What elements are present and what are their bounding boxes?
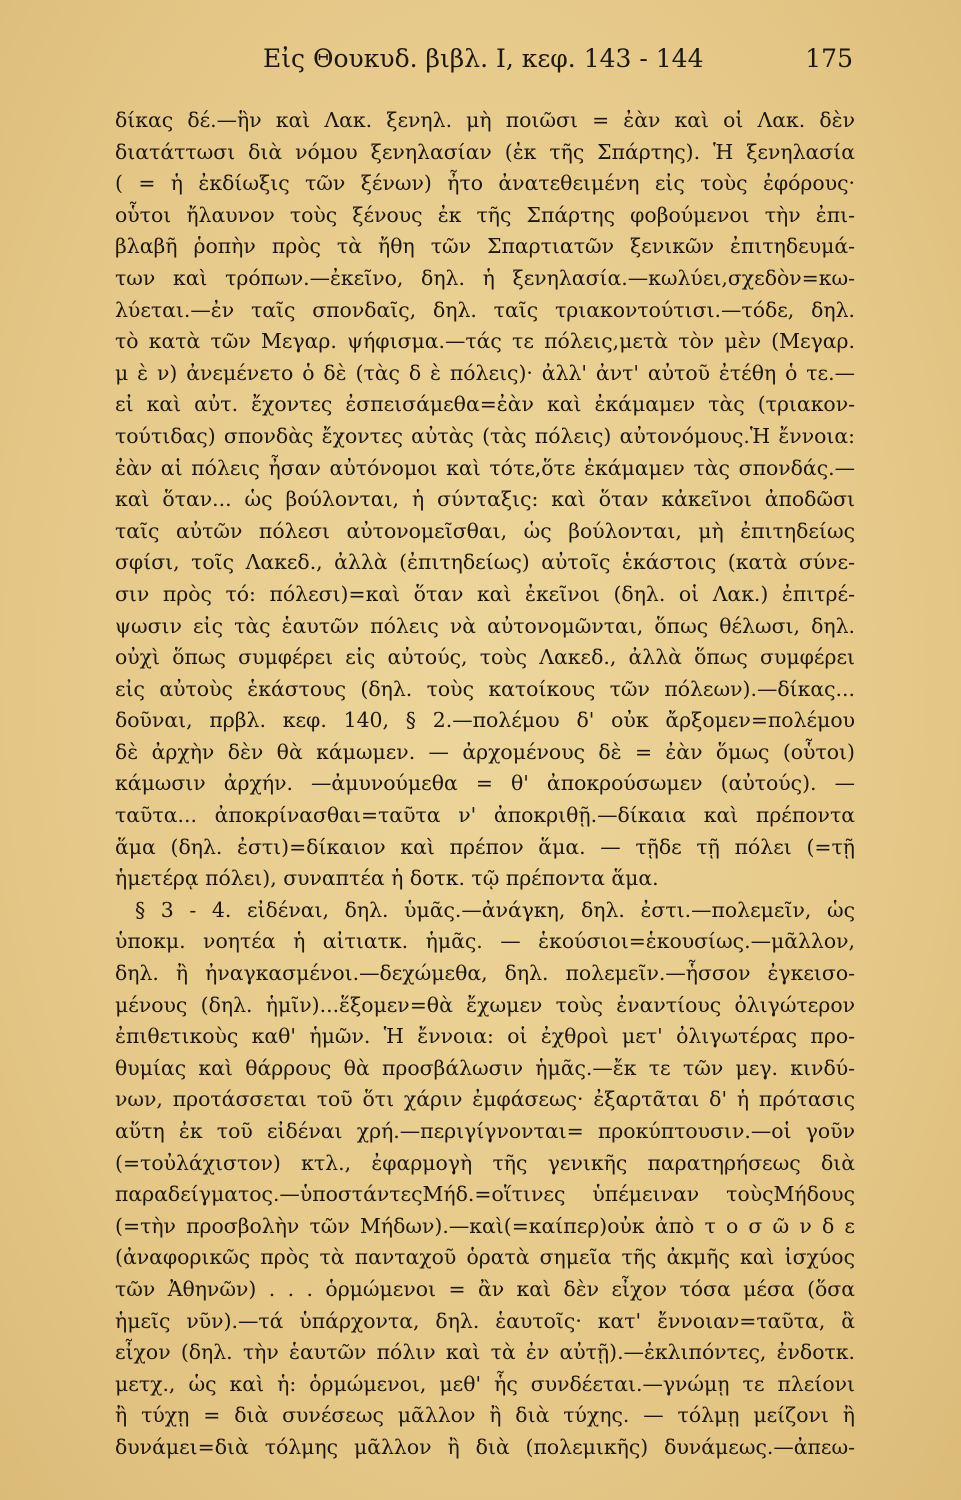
text-line: (=τὴν προσβολὴν τῶν Μήδων).—καὶ(=καίπερ)οὐκ ἀπὸ τ ο σ ῶ ν δ ε (115, 1213, 855, 1238)
text-line: δηλ. ἢ ἠναγκασμένοι.—δεχώμεθα, δηλ. πολεμεῖν.—ἧσσον ἐγκεισο- (115, 961, 855, 986)
text-line: ἡμετέρᾳ πόλει), συναπτέα ἡ δοτκ. τῷ πρέποντα ἅμα. (115, 866, 659, 891)
text-line: εἶχον (δηλ. τὴν ἑαυτῶν πόλιν καὶ τὰ ἐν αὐτῇ).—ἐκλιπόντες, ἐνδοτκ. (115, 1340, 855, 1365)
text-line: ἡμεῖς νῦν).—τά ὑπάρχοντα, δηλ. ἑαυτοῖς· κατ' ἔννοιαν=ταῦτα, ἃ (115, 1308, 855, 1333)
text-line: καὶ ὅταν... ὡς βούλονται, ἡ σύνταξις: καὶ ὅταν κἀκεῖνοι ἀποδῶσι (115, 487, 855, 512)
text-line: μ ὲ ν) ἀνεμένετο ὁ δὲ (τὰς δ ὲ πόλεις)· ἀλλ' ἀντ' αὐτοῦ ἐτέθη ὁ τε.— (115, 360, 855, 385)
text-line: σφίσι, τοῖς Λακεδ., ἀλλὰ (ἐπιτηδείως) αὐτοῖς ἑκάστοις (κατὰ σύνε- (115, 550, 855, 575)
text-line: δὲ ἀρχὴν δὲν θὰ κάμωμεν. — ἀρχομένους δὲ = ἐὰν ὅμως (οὗτοι) (115, 739, 855, 764)
text-line: εἰ καὶ αὐτ. ἔχοντες ἐσπεισάμεθα=ἐὰν καὶ ἐκάμαμεν τὰς (τριακον- (115, 392, 855, 417)
text-line: εἰς αὐτοὺς ἑκάστους (δηλ. τοὺς κατοίκους τῶν πόλεων).—δίκας... (115, 676, 855, 701)
text-line: νων, προτάσσεται τοῦ ὅτι χάριν ἐμφάσεως· ἐξαρτᾶται δ' ἡ πρότασις (115, 1087, 855, 1112)
text-line: ἐὰν αἱ πόλεις ἦσαν αὐτόνομοι καὶ τότε,ὅτε ἐκάμαμεν τὰς σπονδάς.— (115, 455, 855, 480)
text-line: τούτιδας) σπονδὰς ἔχοντες αὐτὰς (τὰς πόλεις) αὐτονόμους.Ἡ ἔννοια: (115, 423, 855, 448)
running-title: Εἰς Θουκυδ. βιβλ. Ι, κεφ. 143 - 144 (263, 44, 704, 73)
text-line: οὗτοι ἤλαυνον τοὺς ξένους ἐκ τῆς Σπάρτης φοβούμενοι τὴν ἐπι- (115, 202, 855, 227)
text-line: ἢ τύχῃ = διὰ συνέσεως μᾶλλον ἢ διὰ τύχης. — τόλμῃ μείζονι ἢ (115, 1403, 855, 1428)
text-line: ψωσιν εἰς τὰς ἑαυτῶν πόλεις νὰ αὐτονομῶνται, ὅπως θέλωσι, δηλ. (115, 613, 855, 638)
text-line: δοῦναι, πρβλ. κεφ. 140, § 2.—πολέμου δ' οὐκ ἄρξομεν=πολέμου (115, 708, 855, 733)
text-line: ( = ἡ ἐκδίωξις τῶν ξένων) ἦτο ἀνατεθειμένη εἰς τοὺς ἐφόρους· (115, 171, 855, 196)
text-line: μένους (δηλ. ἡμῖν)...ἕξομεν=θὰ ἔχωμεν τοὺς ἐναντίους ὀλιγώτερον (115, 992, 855, 1017)
text-line: ταῦτα... ἀποκρίνασθαι=ταῦτα ν' ἀποκριθῇ.—δίκαια καὶ πρέποντα (115, 803, 855, 828)
text-line: τῶν Ἀθηνῶν) . . . ὁρμώμενοι = ἂν καὶ δὲν εἶχον τόσα μέσα (ὅσα (115, 1276, 855, 1301)
text-line: αὕτη ἐκ τοῦ εἰδέναι χρή.—περιγίγνονται= προκύπτουσιν.—οἱ γοῦν (115, 1119, 855, 1143)
text-line: οὐχὶ ὅπως συμφέρει εἰς αὐτούς, τοὺς Λακεδ., ἀλλὰ ὅπως συμφέρει (115, 645, 855, 670)
text-line: διατάττωσι διὰ νόμου ξενηλασίαν (ἐκ τῆς Σπάρτης). Ἡ ξενηλασία (115, 139, 855, 164)
text-line: σιν πρὸς τό: πόλεσι)=καὶ ὅταν καὶ ἐκεῖνοι (δηλ. οἱ Λακ.) ἐπιτρέ- (115, 581, 855, 606)
text-line: δυνάμει=διὰ τόλμης μᾶλλον ἢ διὰ (πολεμικῆς) δυνάμεως.—ἀπεω- (115, 1434, 855, 1459)
text-line: βλαβῆ ῥοπὴν πρὸς τὰ ἤθη τῶν Σπαρτιατῶν ξενικῶν ἐπιτηδευμά- (115, 234, 855, 259)
text-line: § 3 - 4. εἰδέναι, δηλ. ὑμᾶς.—ἀνάγκη, δηλ. ἐστι.—πολεμεῖν, ὡς (135, 897, 855, 922)
commentary-text (115, 105, 855, 1464)
text-line: των καὶ τρόπων.—ἐκεῖνο, δηλ. ἡ ξενηλασία.—κωλύει,σχεδὸν=κω- (115, 265, 855, 290)
text-line: (ἀναφορικῶς πρὸς τὰ πανταχοῦ ὁρατὰ σημεῖα τῆς ἀκμῆς καὶ ἰσχύος (115, 1245, 855, 1270)
text-line: μετχ., ὡς καὶ ἡ: ὁρμώμενοι, μεθ' ἧς συνδέεται.—γνώμῃ τε πλείονι (115, 1371, 855, 1396)
text-line: (=τοὐλάχιστον) κτλ., ἐφαρμογὴ τῆς γενικῆς παρατηρήσεως διὰ (115, 1150, 855, 1175)
page-header (115, 40, 853, 80)
text-line: θυμίας καὶ θάρρους θὰ προσβάλωσιν ἡμᾶς.—ἔκ τε τῶν μεγ. κινδύ- (115, 1055, 855, 1080)
text-line: ὑποκμ. νοητέα ἡ αἰτιατκ. ἡμᾶς. — ἑκούσιοι=ἑκουσίως.—μᾶλλον, (115, 929, 855, 954)
text-line: κάμωσιν ἀρχήν. —ἀμυνούμεθα = θ' ἀποκρούσωμεν (αὐτούς). — (115, 771, 855, 796)
text-line: ἅμα (δηλ. ἐστι)=δίκαιον καὶ πρέπον ἅμα. — τῇδε τῇ πόλει (=τῇ (115, 834, 855, 859)
text-line: ἐπιθετικοὺς καθ' ἡμῶν. Ἡ ἔννοια: οἱ ἐχθροὶ μετ' ὀλιγωτέρας προ- (115, 1024, 855, 1049)
text-line: παραδείγματος.—ὑποστάντεςΜήδ.=οἵτινες ὑπέμειναν τοὺςΜήδους (115, 1182, 855, 1207)
text-line: ταῖς αὐτῶν πόλεσι αὐτονομεῖσθαι, ὡς βούλονται, μὴ ἐπιτηδείως (115, 518, 855, 543)
text-line: λύεται.—ἐν ταῖς σπονδαῖς, δηλ. ταῖς τριακοντούτισι.—τόδε, δηλ. (115, 297, 855, 322)
page-number: 175 (805, 44, 853, 73)
text-line: τὸ κατὰ τῶν Μεγαρ. ψήφισμα.—τάς τε πόλεις,μετὰ τὸν μὲν (Μεγαρ. (115, 329, 855, 354)
text-line: δίκας δέ.—ἣν καὶ Λακ. ξενηλ. μὴ ποιῶσι = ἐὰν καὶ οἱ Λακ. δὲν (115, 108, 855, 132)
